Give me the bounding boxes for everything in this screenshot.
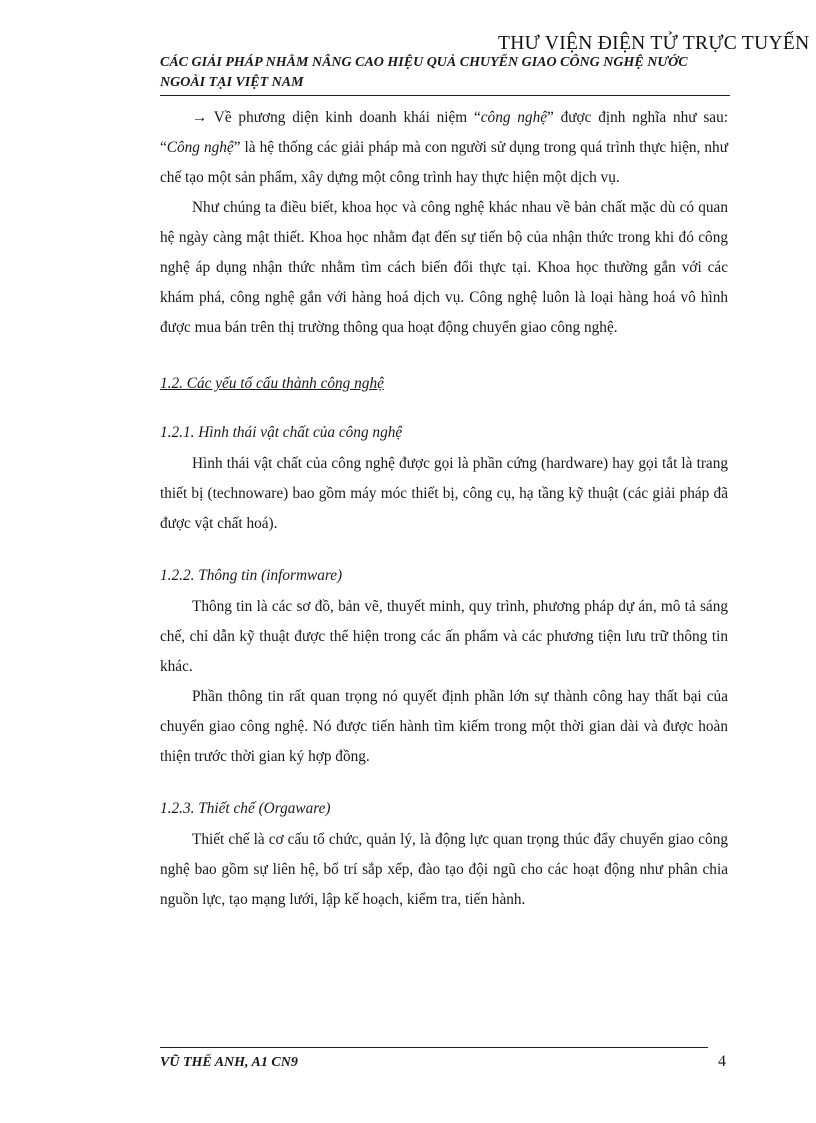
paragraph-information-1: Thông tin là các sơ đồ, bản vẽ, thuyết minh, quy trình, phương pháp dự án, mô tả sáng chế, chỉ dẫn kỹ thuật được thể hiện trong các ấn phẩm và các phương tiện lưu trữ thông tin khác. — [160, 598, 728, 675]
paragraph-technology-definition: → Về phương diện kinh doanh khái niệm “công nghệ” được định nghĩa như sau: “Công nghệ” là hệ thống các giải pháp mà con người sử dụng trong quá trình thực hiện, như chế tạo một sản phẩm, xây dựng một công trình hay thực hiện một dịch vụ. — [160, 109, 728, 186]
paragraph-orgaware: Thiết chế là cơ cấu tổ chức, quản lý, là động lực quan trọng thúc đẩy chuyển giao công nghệ bao gồm sự liên hệ, bố trí sắp xếp, đào tạo đội ngũ cho các hoạt động như phân chia nguồn lực, tạo mạng lưới, lập kế hoạch, kiểm tra, tiến hành. — [160, 831, 728, 908]
page-number: 4 — [718, 1053, 726, 1070]
footer-author: VŨ THẾ ANH, A1 CN9 — [160, 1055, 298, 1070]
paragraph-information-2: Phần thông tin rất quan trọng nó quyết định phần lớn sự thành công hay thất bại của chuyển giao công nghệ. Nó được tiến hành tìm kiếm trong một thời gian dài và được hoàn thiện trước thời gian ký hợp đồng. — [160, 688, 728, 765]
subsection-heading-1-2-3: 1.2.3. Thiết chế (Orgaware) — [160, 800, 331, 817]
term-cong-nghe-2: Công nghệ — [166, 139, 234, 156]
section-heading-1-2: 1.2. Các yếu tố cấu thành công nghệ — [160, 375, 384, 392]
footer-divider — [160, 1047, 708, 1048]
subsection-heading-1-2-1: 1.2.1. Hình thái vật chất của công nghệ — [160, 424, 403, 441]
paragraph-hardware: Hình thái vật chất của công nghệ được gọi là phần cứng (hardware) hay gọi tắt là trang thiết bị (technoware) bao gồm máy móc thiết bị, công cụ, hạ tầng kỹ thuật (các giải pháp đã được vật chất hoá). — [160, 455, 728, 532]
subsection-heading-1-2-2: 1.2.2. Thông tin (informware) — [160, 567, 343, 584]
watermark-text: THƯ VIỆN ĐIỆN TỬ TRỰC TUYẾN — [498, 33, 810, 54]
header-divider — [160, 95, 730, 96]
page-body — [160, 103, 728, 915]
running-header-title: CÁC GIẢI PHÁP NHẰM NÂNG CAO HIỆU QUẢ CHUYỂN GIAO CÔNG NGHỆ NƯỚC NGOÀI TẠI VIỆT NAM — [160, 55, 688, 90]
paragraph-science-vs-technology: Như chúng ta điều biết, khoa học và công nghệ khác nhau về bản chất mặc dù có quan hệ ngày càng mật thiết. Khoa học nhằm đạt đến sự tiến bộ của nhận thức trong khi đó công nghệ áp dụng nhận thức nhằm tìm cách biến đổi thực tại. Khoa học thường gắn với các khám phá, công nghệ gắn với hàng hoá dịch vụ. Công nghệ luôn là loại hàng hoá vô hình được mua bán trên thị trường thông qua hoạt động chuyển giao công nghệ. — [160, 199, 728, 336]
arrow-right-icon: → — [192, 109, 208, 126]
term-cong-nghe: công nghệ — [480, 109, 548, 126]
